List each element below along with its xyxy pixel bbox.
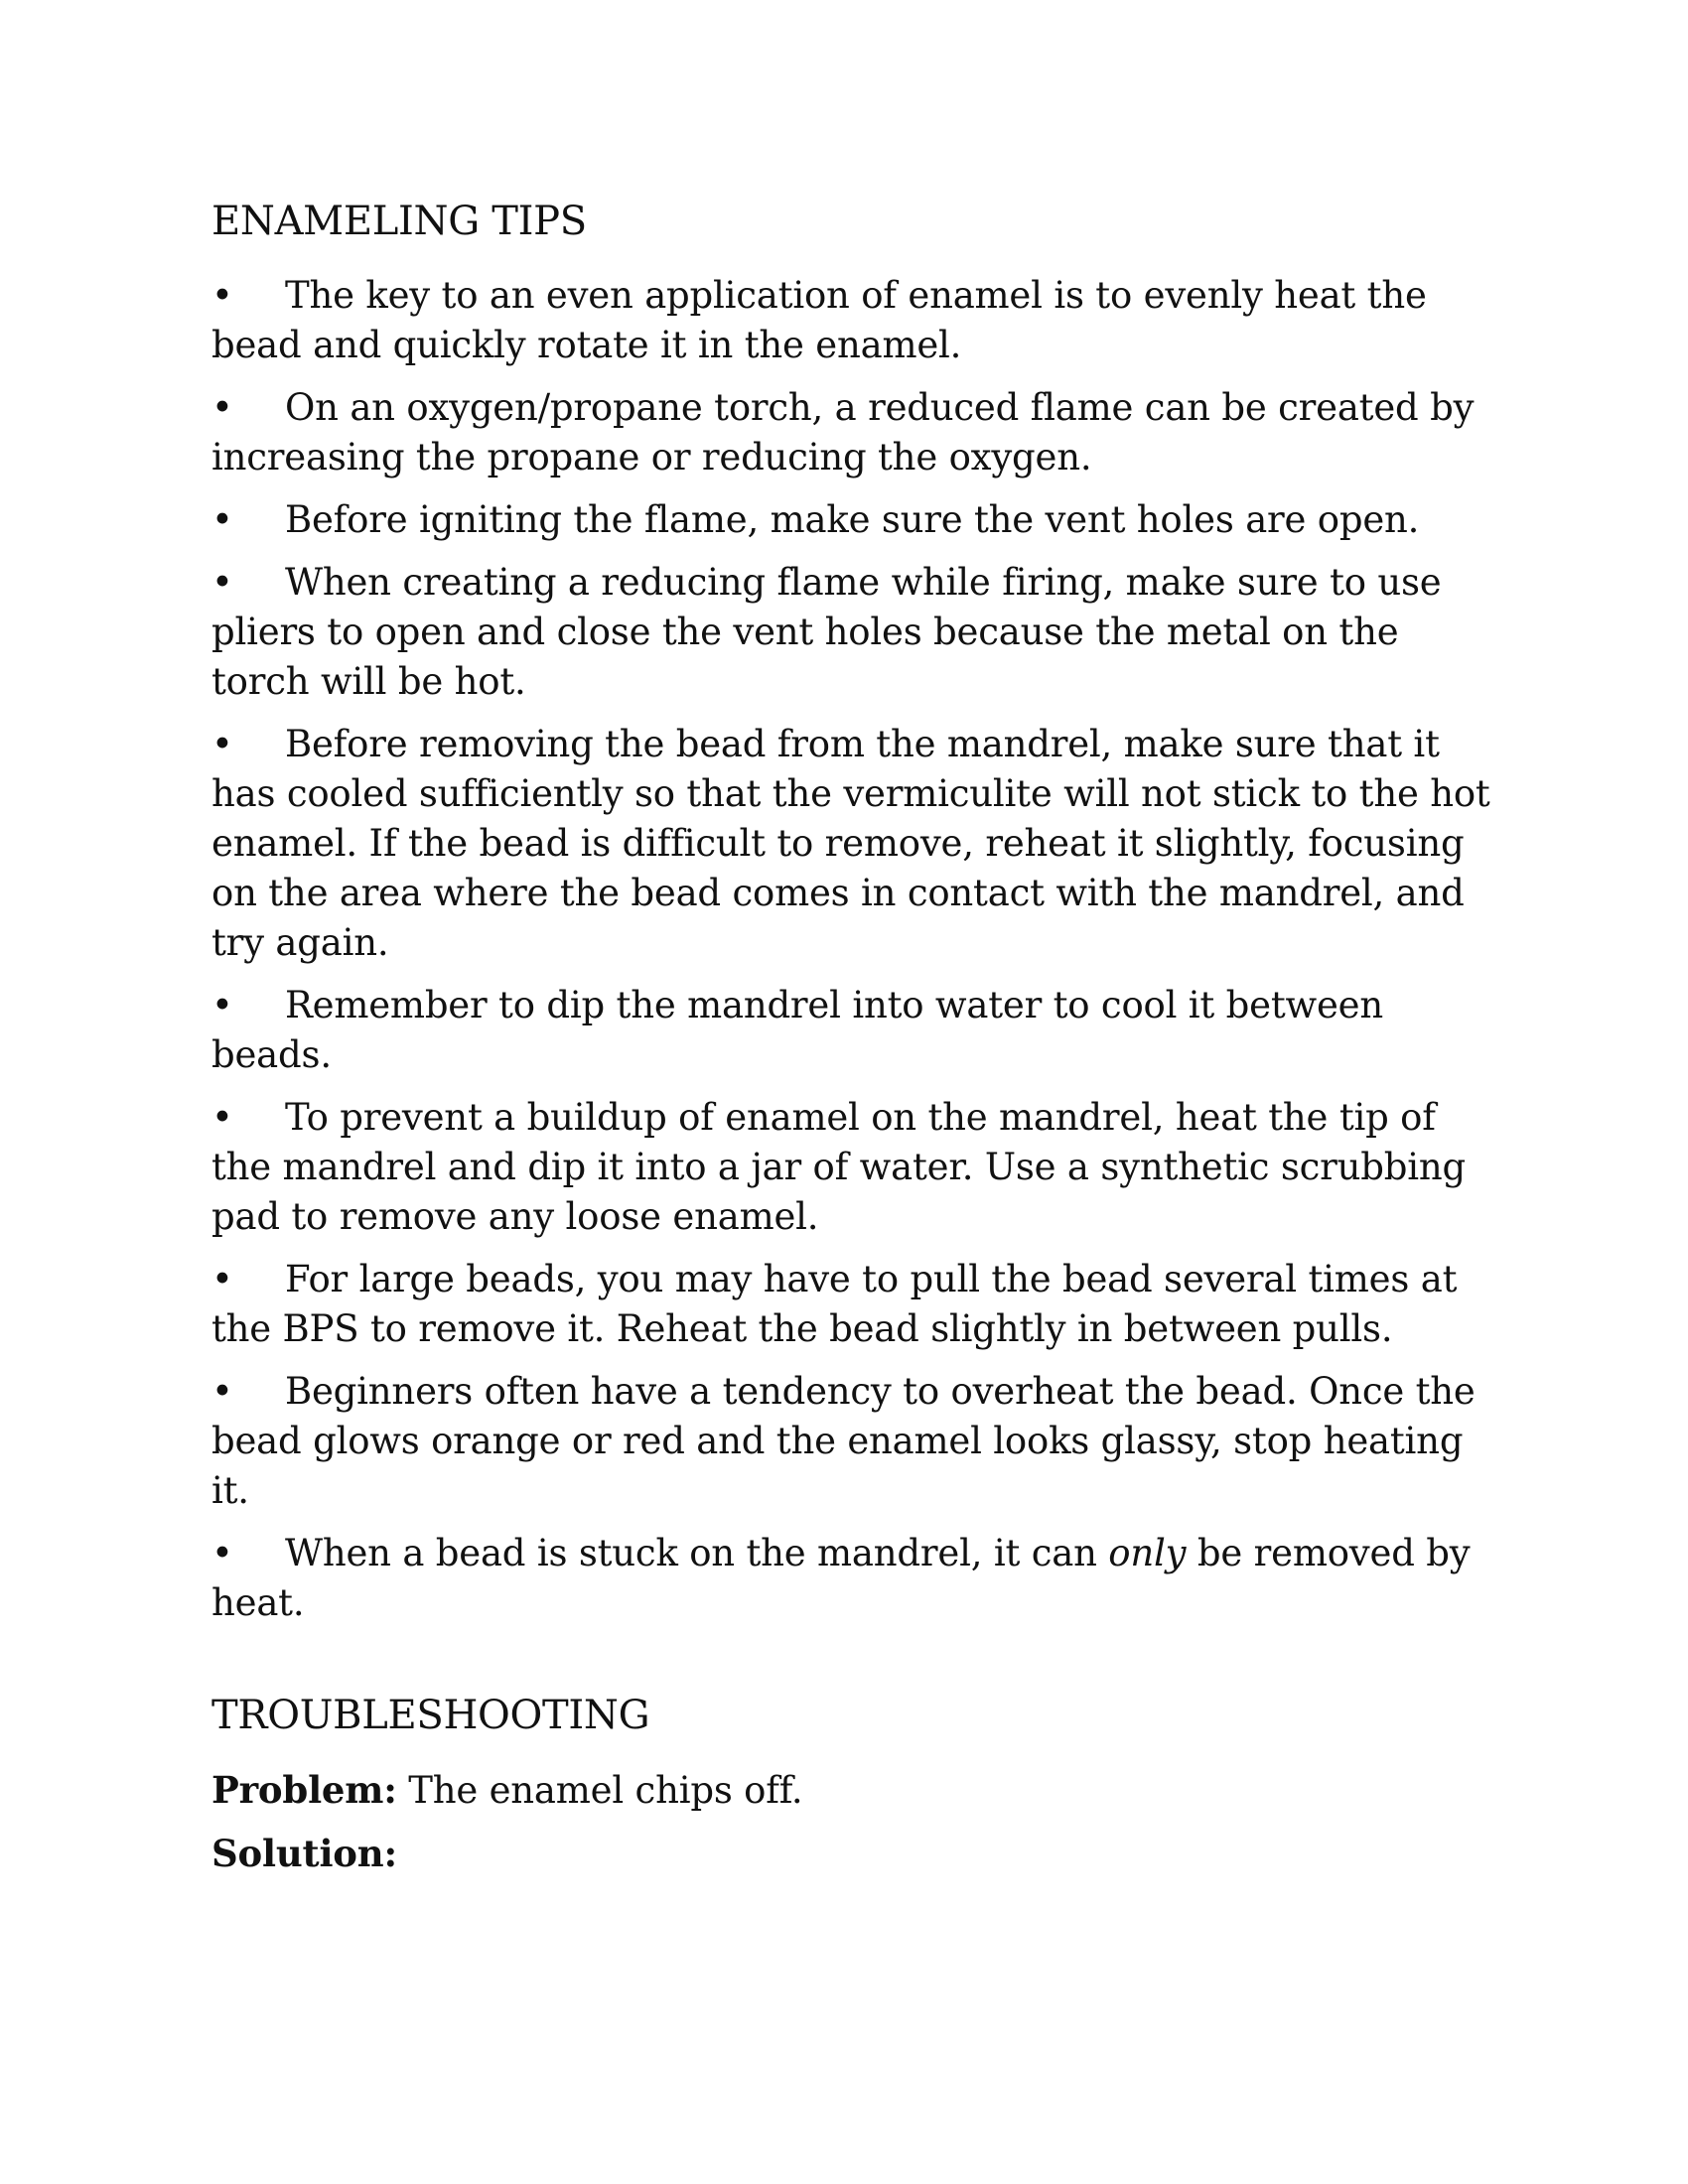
bullet-icon: • [211,386,233,429]
list-item [211,720,1492,968]
list-item [211,1093,1492,1242]
tip-text: Remember to dip the mandrel into water to cool it between beads. [211,984,1384,1076]
tip-emphasis: only [1108,1532,1187,1574]
enameling-tips-heading: ENAMELING TIPS [211,199,587,244]
bullet-icon: • [211,984,233,1026]
list-item [211,271,1492,370]
problem-label: Problem: [211,1768,397,1812]
bullet-icon: • [211,1532,233,1574]
list-item [211,1255,1492,1354]
document-page [211,197,1492,1879]
bullet-icon: • [211,498,233,541]
bullet-icon: • [211,1370,233,1413]
tip-text: Before removing the bead from the mandrel, make sure that it has cooled sufficiently so that the vermiculite will not stick to the hot enamel. If the bead is difficult to remove, reheat it slightly, focusing on the area where the bead comes in contact with the mandrel, and try again. [211,723,1490,964]
bullet-icon: • [211,1096,233,1139]
list-item [211,981,1492,1080]
tip-text-after: be removed by heat. [211,1532,1471,1624]
tip-text: Beginners often have a tendency to overheat the bead. Once the bead glows orange or red and the enamel looks glassy, stop heating it. [211,1370,1476,1512]
list-item [211,383,1492,482]
list-item [211,1367,1492,1516]
bullet-icon: • [211,561,233,604]
tip-text: Before igniting the flame, make sure the vent holes are open. [285,498,1420,541]
bullet-icon: • [211,1258,233,1300]
list-item [211,495,1492,545]
problem-row [211,1765,1492,1816]
tip-text: On an oxygen/propane torch, a reduced flame can be created by increasing the propane or reducing the oxygen. [211,386,1475,478]
tip-text: For large beads, you may have to pull the bead several times at the BPS to remove it. Reheat the bead slightly in between pulls. [211,1258,1458,1350]
list-item [211,1529,1492,1628]
tip-text: When creating a reducing flame while firing, make sure to use pliers to open and close the vent holes because the metal on the torch will be hot. [211,561,1442,703]
bullet-icon: • [211,723,233,765]
tip-text: The key to an even application of enamel is to evenly heat the bead and quickly rotate it in the enamel. [211,274,1427,366]
bullet-icon: • [211,274,233,317]
problem-text: The enamel chips off. [396,1769,803,1812]
solution-row [211,1829,1492,1879]
troubleshooting-heading: TROUBLESHOOTING [211,1693,650,1738]
enameling-tips-list [211,271,1492,1628]
tip-text: To prevent a buildup of enamel on the mandrel, heat the tip of the mandrel and dip it into a jar of water. Use a synthetic scrubbing pad to remove any loose enamel. [211,1096,1466,1238]
list-item [211,558,1492,707]
solution-label: Solution: [211,1832,397,1875]
tip-text-before: When a bead is stuck on the mandrel, it can [285,1532,1109,1574]
